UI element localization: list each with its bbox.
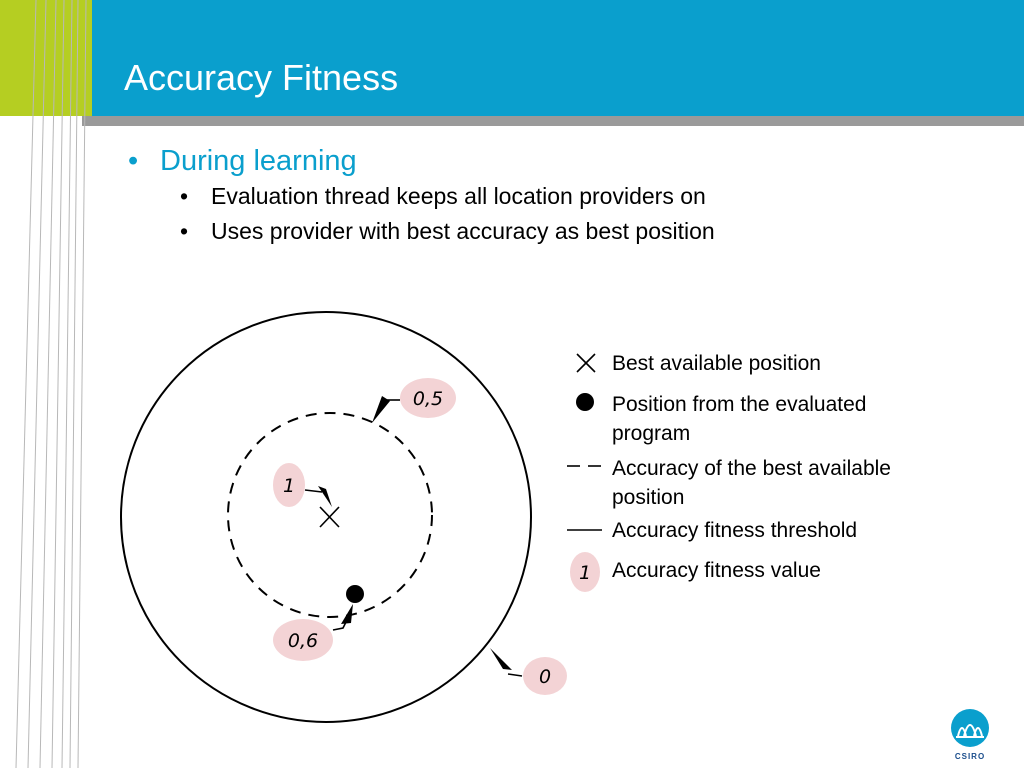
- value-bubble-best: [273, 463, 332, 507]
- value-label-threshold: 0: [538, 666, 552, 688]
- legend-item-best-position: [577, 352, 821, 375]
- threshold-circle: [121, 312, 531, 722]
- legend-label: program: [612, 422, 691, 445]
- legend: [567, 352, 891, 592]
- legend-label: Accuracy of the best available: [612, 457, 891, 480]
- value-bubble-program: [273, 604, 353, 661]
- legend-label: Accuracy fitness value: [612, 559, 821, 582]
- bullet-text: During learning: [160, 145, 357, 177]
- bullet-dot-icon: •: [128, 145, 139, 177]
- slide-title: Accuracy Fitness: [124, 57, 399, 98]
- legend-item-threshold: [567, 519, 857, 542]
- legend-label: Accuracy fitness threshold: [612, 519, 858, 542]
- accuracy-dashed-circle: [228, 413, 432, 617]
- value-label-best: 1: [282, 475, 296, 497]
- bullet-text: Uses provider with best accuracy as best position: [211, 218, 715, 244]
- logo-text: CSIRO: [954, 752, 986, 761]
- legend-label: Best available position: [612, 352, 821, 375]
- program-position-dot-icon: [346, 585, 364, 603]
- bullet-text: Evaluation thread keeps all location providers on: [211, 183, 706, 209]
- value-label-dashed: 0,5: [412, 388, 444, 410]
- filled-dot-icon: [576, 393, 594, 411]
- legend-item-fitness-value: [570, 552, 821, 592]
- legend-item-dashed-accuracy: [567, 457, 891, 509]
- legend-label: Position from the evaluated: [612, 393, 867, 416]
- legend-label: position: [612, 486, 685, 509]
- best-position-cross-icon: [320, 507, 339, 527]
- value-bubble-threshold: [490, 648, 567, 695]
- csiro-logo: [944, 706, 996, 762]
- legend-bubble-value: 1: [578, 562, 592, 584]
- value-bubble-dashed: [372, 378, 456, 423]
- cross-icon: [577, 354, 595, 372]
- bullet-dot-icon: •: [180, 183, 189, 209]
- bullet-dot-icon: •: [180, 218, 189, 244]
- value-label-program: 0,6: [287, 630, 319, 652]
- legend-item-program-position: [576, 393, 866, 445]
